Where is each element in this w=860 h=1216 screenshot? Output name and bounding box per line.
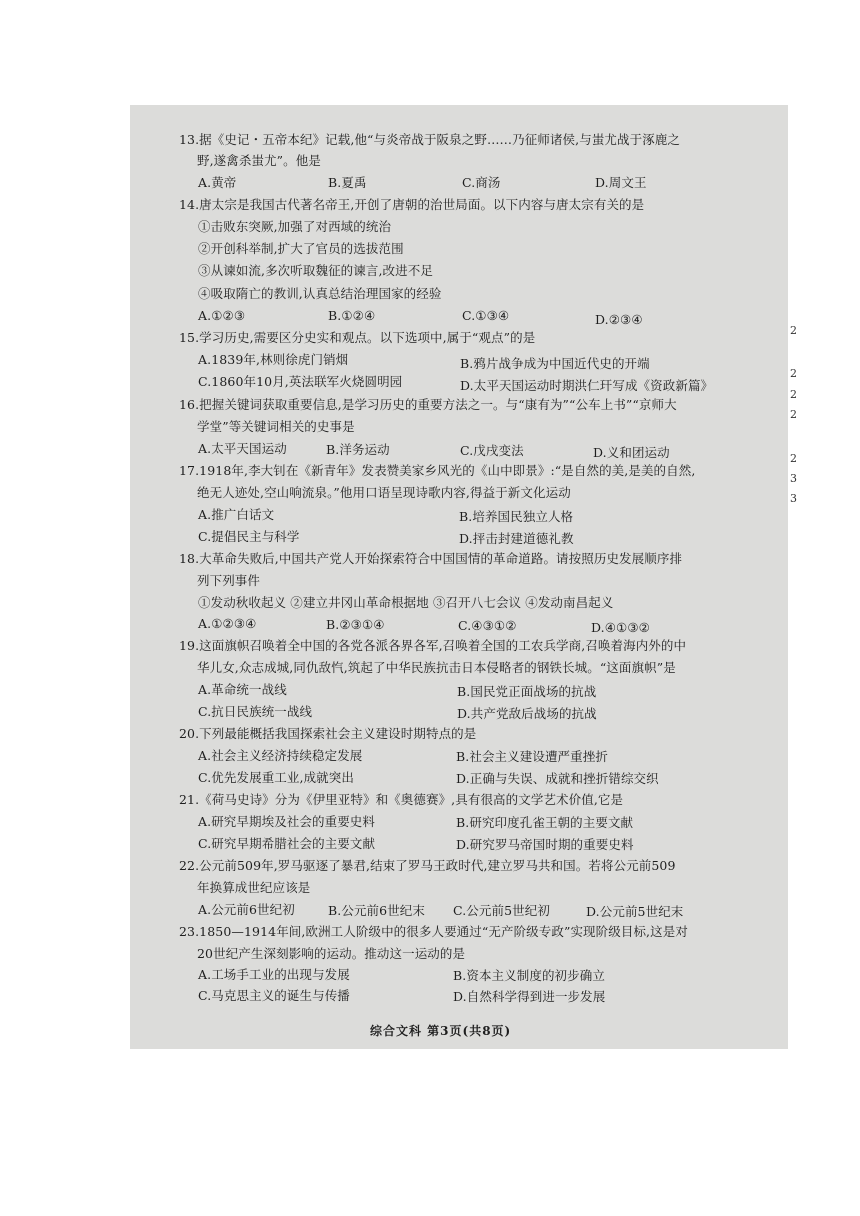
q14-option-d: D.②③④	[595, 312, 643, 327]
q14-item-4: ④吸取隋亡的教训,认真总结治理国家的经验	[198, 286, 442, 301]
exam-page-photo	[130, 105, 788, 1049]
q21-option-d: D.研究罗马帝国时期的重要史料	[456, 837, 634, 852]
q21-option-a: A.研究早期埃及社会的重要史料	[198, 814, 376, 829]
q14-option-a: A.①②③	[198, 308, 246, 323]
question-18-stem: 列下列事件	[197, 573, 261, 588]
edge-mark: 3	[790, 492, 797, 505]
q16-option-b: B.洋务运动	[326, 442, 390, 457]
q13-option-c: C.商汤	[462, 175, 501, 190]
q18-option-d: D.④①③②	[591, 620, 650, 635]
question-16-stem: 学堂”等关键词相关的史事是	[197, 419, 355, 434]
q23-option-a: A.工场手工业的出现与发展	[198, 967, 350, 982]
q17-option-b: B.培养国民独立人格	[459, 509, 574, 524]
question-22-stem: 年换算成世纪应该是	[197, 880, 311, 895]
q23-option-d: D.自然科学得到进一步发展	[453, 989, 606, 1004]
question-13-stem: 13.据《史记・五帝本纪》记载,他“与炎帝战于阪泉之野……乃征师诸侯,与蚩尤战于涿鹿之	[179, 132, 681, 147]
edge-mark: 2	[790, 388, 797, 401]
page-footer: 综合文科 第3页(共8页)	[370, 1024, 512, 1038]
question-17-stem: 绝无人迹处,空山响流泉。”他用口语呈现诗歌内容,得益于新文化运动	[197, 485, 571, 500]
q13-option-a: A.黄帝	[198, 175, 237, 190]
question-14-stem: 14.唐太宗是我国古代著名帝王,开创了唐朝的治世局面。以下内容与唐太宗有关的是	[179, 197, 645, 212]
question-16-stem: 16.把握关键词获取重要信息,是学习历史的重要方法之一。与“康有为”“公车上书”“京师大	[179, 397, 677, 412]
edge-mark: 2	[790, 367, 797, 380]
question-18-stem: 18.大革命失败后,中国共产党人开始探索符合中国国情的革命道路。请按照历史发展顺序排	[179, 551, 683, 566]
question-19-stem: 华儿女,众志成城,同仇敌忾,筑起了中华民族抗击日本侵略者的钢铁长城。“这面旗帜”是	[197, 660, 676, 675]
q18-option-a: A.①②③④	[198, 616, 257, 631]
q19-option-d: D.共产党敌后战场的抗战	[457, 706, 597, 721]
question-22-stem: 22.公元前509年,罗马驱逐了暴君,结束了罗马王政时代,建立罗马共和国。若将公元前509	[179, 858, 676, 873]
q17-option-a: A.推广白话文	[198, 507, 275, 522]
q14-item-3: ③从谏如流,多次听取魏征的谏言,改进不足	[198, 263, 433, 278]
q17-option-c: C.提倡民主与科学	[198, 529, 300, 544]
q20-option-c: C.优先发展重工业,成就突出	[198, 770, 354, 785]
question-23-stem: 23.1850—1914年间,欧洲工人阶级中的很多人要通过“无产阶级专政”实现阶级目标,这是对	[179, 924, 688, 939]
question-20-stem: 20.下列最能概括我国探索社会主义建设时期特点的是	[179, 726, 477, 741]
q22-option-a: A.公元前6世纪初	[198, 902, 295, 917]
q20-option-d: D.正确与失误、成就和挫折错综交织	[456, 771, 659, 786]
edge-mark: 3	[790, 472, 797, 485]
q23-option-b: B.资本主义制度的初步确立	[453, 968, 605, 983]
question-23-stem: 20世纪产生深刻影响的运动。推动这一运动的是	[197, 946, 466, 961]
q19-option-a: A.革命统一战线	[198, 682, 287, 697]
q19-option-c: C.抗日民族统一战线	[198, 704, 313, 719]
q23-option-c: C.马克思主义的诞生与传播	[198, 988, 350, 1003]
q22-option-b: B.公元前6世纪末	[328, 903, 426, 918]
q18-option-c: C.④③①②	[458, 618, 517, 633]
q15-option-a: A.1839年,林则徐虎门销烟	[198, 352, 349, 367]
q14-option-c: C.①③④	[462, 308, 510, 323]
q17-option-d: D.抨击封建道德礼教	[459, 531, 574, 546]
q14-item-2: ②开创科举制,扩大了官员的选拔范围	[198, 241, 404, 256]
q21-option-b: B.研究印度孔雀王朝的主要文献	[456, 815, 634, 830]
q16-option-a: A.太平天国运动	[198, 441, 287, 456]
question-21-stem: 21.《荷马史诗》分为《伊里亚特》和《奥德赛》,具有很高的文学艺术价值,它是	[179, 792, 624, 807]
q22-option-d: D.公元前5世纪末	[586, 904, 684, 919]
edge-mark: 2	[790, 324, 797, 337]
q20-option-b: B.社会主义建设遭严重挫折	[456, 749, 608, 764]
q15-option-c: C.1860年10月,英法联军火烧圆明园	[198, 374, 403, 389]
q18-option-b: B.②③①④	[326, 617, 385, 632]
q22-option-c: C.公元前5世纪初	[453, 903, 550, 918]
question-15-stem: 15.学习历史,需要区分史实和观点。以下选项中,属于“观点”的是	[179, 330, 536, 345]
q20-option-a: A.社会主义经济持续稳定发展	[198, 748, 363, 763]
edge-mark: 2	[790, 408, 797, 421]
q13-option-b: B.夏禹	[328, 175, 367, 190]
edge-mark: 2	[790, 452, 797, 465]
q14-item-1: ①击败东突厥,加强了对西域的统治	[198, 219, 392, 234]
q15-option-b: B.鸦片战争成为中国近代史的开端	[460, 356, 650, 371]
question-17-stem: 17.1918年,李大钊在《新青年》发表赞美家乡风光的《山中即景》:“是自然的美,是美的自然,	[179, 463, 696, 478]
q16-option-c: C.戊戌变法	[460, 443, 524, 458]
question-13-stem: 野,遂禽杀蚩尤”。他是	[197, 153, 321, 168]
q18-items: ①发动秋收起义 ②建立井冈山革命根据地 ③召开八七会议 ④发动南昌起义	[198, 595, 614, 610]
q21-option-c: C.研究早期希腊社会的主要文献	[198, 836, 376, 851]
q15-option-d: D.太平天国运动时期洪仁玕写成《资政新篇》	[460, 378, 714, 393]
q16-option-d: D.义和团运动	[593, 445, 670, 460]
q13-option-d: D.周文王	[595, 175, 647, 190]
question-19-stem: 19.这面旗帜召唤着全中国的各党各派各界各军,召唤着全国的工农兵学商,召唤着海内外的中	[179, 638, 687, 653]
q19-option-b: B.国民党正面战场的抗战	[457, 684, 597, 699]
q14-option-b: B.①②④	[328, 308, 376, 323]
